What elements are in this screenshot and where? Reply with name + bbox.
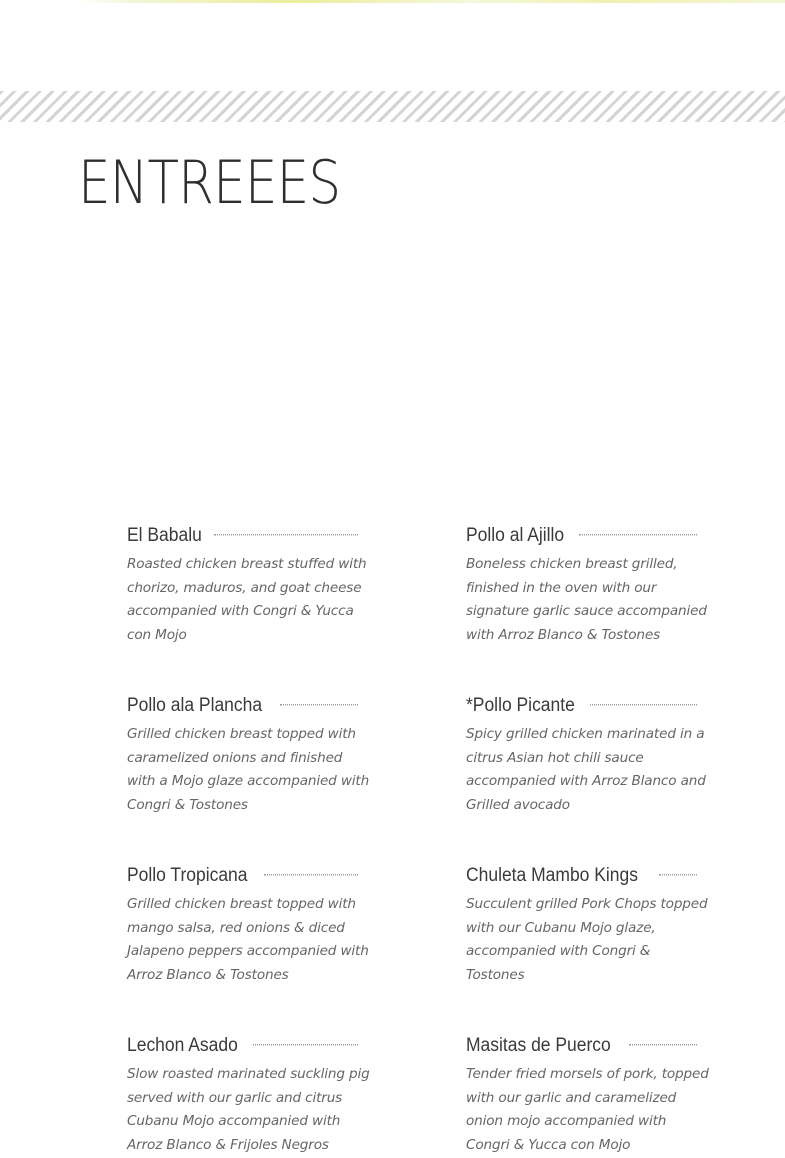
diagonal-stripe-divider xyxy=(0,91,785,122)
menu-item-name: Lechon Asado xyxy=(127,1035,238,1056)
menu-item-description: Roasted chicken breast stuffed with chorizo, maduros, and goat cheese accompanied with Congri & Yucca con Mojo xyxy=(127,556,367,644)
menu-item-header xyxy=(466,860,711,892)
menu-item-name: Pollo Tropicana xyxy=(127,865,248,886)
dotted-leader-rule xyxy=(659,874,697,876)
menu-item-description: Spicy grilled chicken marinated in a citrus Asian hot chili sauce accompanied with Arroz Blanco and Grilled avocado xyxy=(466,726,706,814)
section-title: ENTREEES xyxy=(78,148,341,218)
menu-item-description: Succulent grilled Pork Chops topped with our Cubanu Mojo glaze, accompanied with Congri & Tostones xyxy=(466,896,708,984)
menu-item-name: Masitas de Puerco xyxy=(466,1035,611,1056)
menu-item-name: Pollo al Ajillo xyxy=(466,525,565,546)
menu-item-header xyxy=(466,520,711,552)
menu-item-header xyxy=(127,1030,372,1062)
menu-item-pollo-al-ajillo xyxy=(466,520,711,648)
menu-item-header xyxy=(466,1030,711,1062)
menu-item-lechon-asado xyxy=(127,1030,372,1158)
menu-item-pollo-picante xyxy=(466,690,711,818)
dotted-leader-rule xyxy=(579,534,697,536)
menu-item-name: Pollo ala Plancha xyxy=(127,695,263,716)
menu-item-header xyxy=(127,690,372,722)
dotted-leader-rule xyxy=(590,704,697,706)
menu-item-pollo-ala-plancha xyxy=(127,690,372,818)
menu-item-description: Grilled chicken breast topped with caramelized onions and finished with a Mojo glaze accompanied with Congri & Tostones xyxy=(127,726,370,814)
menu-item-description: Boneless chicken breast grilled, finished in the oven with our signature garlic sauce accompanied with Arroz Blanco & Tostones xyxy=(466,556,707,644)
menu-item-header xyxy=(127,520,372,552)
menu-item-description: Grilled chicken breast topped with mango salsa, red onions & diced Jalapeno peppers accompanied with Arroz Blanco & Tostones xyxy=(127,896,369,984)
menu-item-chuleta-mambo-kings xyxy=(466,860,711,988)
menu-item-header xyxy=(466,690,711,722)
menu-item-masitas-de-puerco xyxy=(466,1030,711,1158)
menu-item-description: Tender fried morsels of pork, topped with our garlic and caramelized onion mojo accompanied with Congri & Yucca con Mojo xyxy=(466,1066,709,1154)
menu-item-name: *Pollo Picante xyxy=(466,695,575,716)
dotted-leader-rule xyxy=(214,534,358,536)
dotted-leader-rule xyxy=(264,874,358,876)
menu-item-description: Slow roasted marinated suckling pig served with our garlic and citrus Cubanu Mojo accompanied with Arroz Blanco & Frijoles Negros xyxy=(127,1066,370,1154)
dotted-leader-rule xyxy=(280,704,358,706)
dotted-leader-rule xyxy=(253,1044,358,1046)
menu-item-pollo-tropicana xyxy=(127,860,372,988)
menu-item-header xyxy=(127,860,372,892)
dotted-leader-rule xyxy=(629,1044,697,1046)
menu-item-name: El Babalu xyxy=(127,525,202,546)
top-accent-line xyxy=(80,0,785,3)
menu-item-el-babalu xyxy=(127,520,372,648)
menu-item-name: Chuleta Mambo Kings xyxy=(466,865,638,886)
